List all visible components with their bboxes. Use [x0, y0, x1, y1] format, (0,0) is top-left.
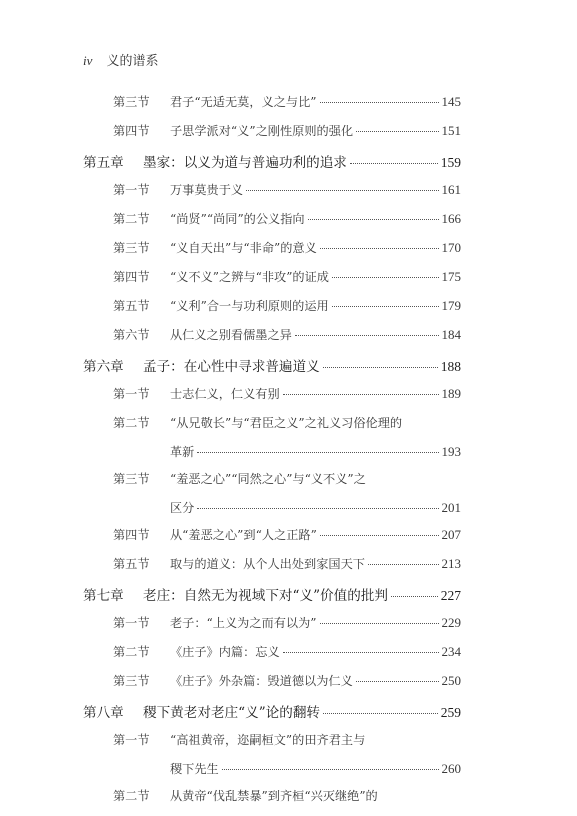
dot-leader [222, 769, 439, 770]
section-title: “羞恶之心”“同然之心”与“义不义”之 [170, 472, 366, 486]
chapter-title: 老庄：自然无为视域下对“义”价值的批判 [143, 588, 388, 604]
dot-leader [332, 277, 439, 278]
page-number: 159 [440, 155, 461, 170]
dot-leader [320, 623, 439, 624]
page-number: 151 [441, 123, 461, 138]
chapter-title: 墨家：以义为道与普遍功利的追求 [143, 155, 347, 171]
dot-leader [197, 452, 438, 453]
toc-section-entry[interactable] [83, 239, 461, 268]
toc-section-entry[interactable] [83, 210, 461, 239]
section-title: 从黄帝“伐乱禁暴”到齐桓“兴灭继绝”的 [170, 789, 378, 803]
section-number: 第一节 [113, 616, 150, 630]
toc-chapter-entry[interactable] [83, 355, 461, 385]
section-number: 第四节 [113, 124, 150, 138]
dot-leader [323, 367, 438, 368]
page-number: 166 [441, 211, 461, 226]
dot-leader [323, 713, 438, 714]
section-number: 第二节 [113, 645, 150, 659]
section-number: 第三节 [113, 95, 150, 109]
page-number: 201 [441, 500, 461, 515]
section-number: 第四节 [113, 270, 150, 284]
section-number: 第五节 [113, 299, 150, 313]
toc-entry-continuation[interactable] [83, 443, 461, 470]
toc-section-entry[interactable] [83, 122, 461, 151]
section-title: “义利”合一与功利原则的运用 [170, 299, 329, 313]
dot-leader [295, 335, 439, 336]
header-book-title: 义的谱系 [106, 54, 159, 69]
chapter-title: 稷下黄老对老庄“义”论的翻转 [143, 705, 321, 721]
chapter-number: 第五章 [83, 155, 124, 171]
page-number: 260 [441, 761, 461, 776]
section-title: 老子：“上义为之而有以为” [170, 616, 317, 630]
toc-section-entry[interactable] [83, 326, 461, 355]
dot-leader [308, 219, 439, 220]
chapter-number: 第六章 [83, 359, 124, 375]
section-title: 区分 [170, 501, 195, 515]
dot-leader [283, 394, 439, 395]
page-number: 189 [441, 386, 461, 401]
section-title: 士志仁义，仁义有别 [170, 387, 280, 401]
toc-chapter-entry[interactable] [83, 584, 461, 614]
section-title: 《庄子》外杂篇：毁道德以为仁义 [170, 674, 353, 688]
dot-leader [391, 596, 438, 597]
section-number: 第三节 [113, 674, 150, 688]
page-number: 145 [441, 94, 461, 109]
section-number: 第一节 [113, 387, 150, 401]
page-number: 179 [441, 298, 461, 313]
section-number: 第三节 [113, 472, 150, 486]
dot-leader [356, 131, 438, 132]
toc-entry-continuation[interactable] [83, 499, 461, 526]
toc-section-entry[interactable] [83, 414, 461, 443]
toc-section-entry[interactable] [83, 385, 461, 414]
section-number: 第六节 [113, 328, 150, 342]
toc-section-entry[interactable] [83, 297, 461, 326]
section-number: 第四节 [113, 528, 150, 542]
section-title: 稷下先生 [170, 762, 219, 776]
toc-section-entry[interactable] [83, 731, 461, 760]
page-number: 250 [441, 673, 461, 688]
section-title: “义不义”之辨与“非攻”的证成 [170, 270, 329, 284]
section-number: 第五节 [113, 557, 150, 571]
section-title: 君子“无适无莫，义之与比” [170, 95, 317, 109]
chapter-number: 第七章 [83, 588, 124, 604]
toc-section-entry[interactable] [83, 787, 461, 816]
toc-section-entry[interactable] [83, 555, 461, 584]
toc-section-entry[interactable] [83, 672, 461, 701]
page-number: 259 [440, 705, 461, 720]
dot-leader [197, 508, 438, 509]
section-title: 《庄子》内篇：忘义 [170, 645, 280, 659]
dot-leader [350, 163, 438, 164]
toc-section-entry[interactable] [83, 93, 461, 122]
page-number: 207 [441, 527, 461, 542]
dot-leader [332, 306, 439, 307]
toc-section-entry[interactable] [83, 268, 461, 297]
toc-entry-continuation[interactable] [83, 760, 461, 787]
page-number: 170 [441, 240, 461, 255]
dot-leader [283, 652, 439, 653]
section-number: 第二节 [113, 789, 150, 803]
table-of-contents [83, 93, 461, 816]
section-number: 第一节 [113, 183, 150, 197]
page-number: 234 [441, 644, 461, 659]
dot-leader [320, 102, 439, 103]
section-title: 从“羞恶之心”到“人之正路” [170, 528, 317, 542]
section-title: “高祖黄帝，迩嗣桓文”的田齐君主与 [170, 733, 366, 747]
section-title: “义自天出”与“非命”的意义 [170, 241, 317, 255]
page-number: 193 [441, 444, 461, 459]
section-title: 从仁义之别看儒墨之异 [170, 328, 292, 342]
page-number: 227 [440, 588, 461, 603]
section-number: 第三节 [113, 241, 150, 255]
header-page-number: iv [83, 53, 93, 68]
section-title: 子思学派对“义”之刚性原则的强化 [170, 124, 354, 138]
dot-leader [246, 190, 438, 191]
page-number: 184 [441, 327, 461, 342]
toc-section-entry[interactable] [83, 181, 461, 210]
page-number: 175 [441, 269, 461, 284]
toc-section-entry[interactable] [83, 470, 461, 499]
toc-section-entry[interactable] [83, 643, 461, 672]
dot-leader [320, 248, 439, 249]
page-number: 213 [441, 556, 461, 571]
dot-leader [368, 564, 439, 565]
chapter-title: 孟子：在心性中寻求普遍道义 [143, 359, 320, 375]
section-title: “尚贤”“尚同”的公义指向 [170, 212, 305, 226]
dot-leader [320, 535, 439, 536]
running-head [83, 50, 159, 69]
page-number: 229 [441, 615, 461, 630]
section-number: 第二节 [113, 212, 150, 226]
section-title: 取与的道义：从个人出处到家国天下 [170, 557, 365, 571]
section-number: 第二节 [113, 416, 150, 430]
section-number: 第一节 [113, 733, 150, 747]
toc-section-entry[interactable] [83, 614, 461, 643]
toc-chapter-entry[interactable] [83, 701, 461, 731]
chapter-number: 第八章 [83, 705, 124, 721]
page-number: 161 [441, 182, 461, 197]
toc-chapter-entry[interactable] [83, 151, 461, 181]
toc-section-entry[interactable] [83, 526, 461, 555]
section-title: 革新 [170, 445, 195, 459]
section-title: “从兄敬长”与“君臣之义”之礼义习俗伦理的 [170, 416, 403, 430]
dot-leader [356, 681, 439, 682]
section-title: 万事莫贵于义 [170, 183, 244, 197]
page-number: 188 [440, 359, 461, 374]
